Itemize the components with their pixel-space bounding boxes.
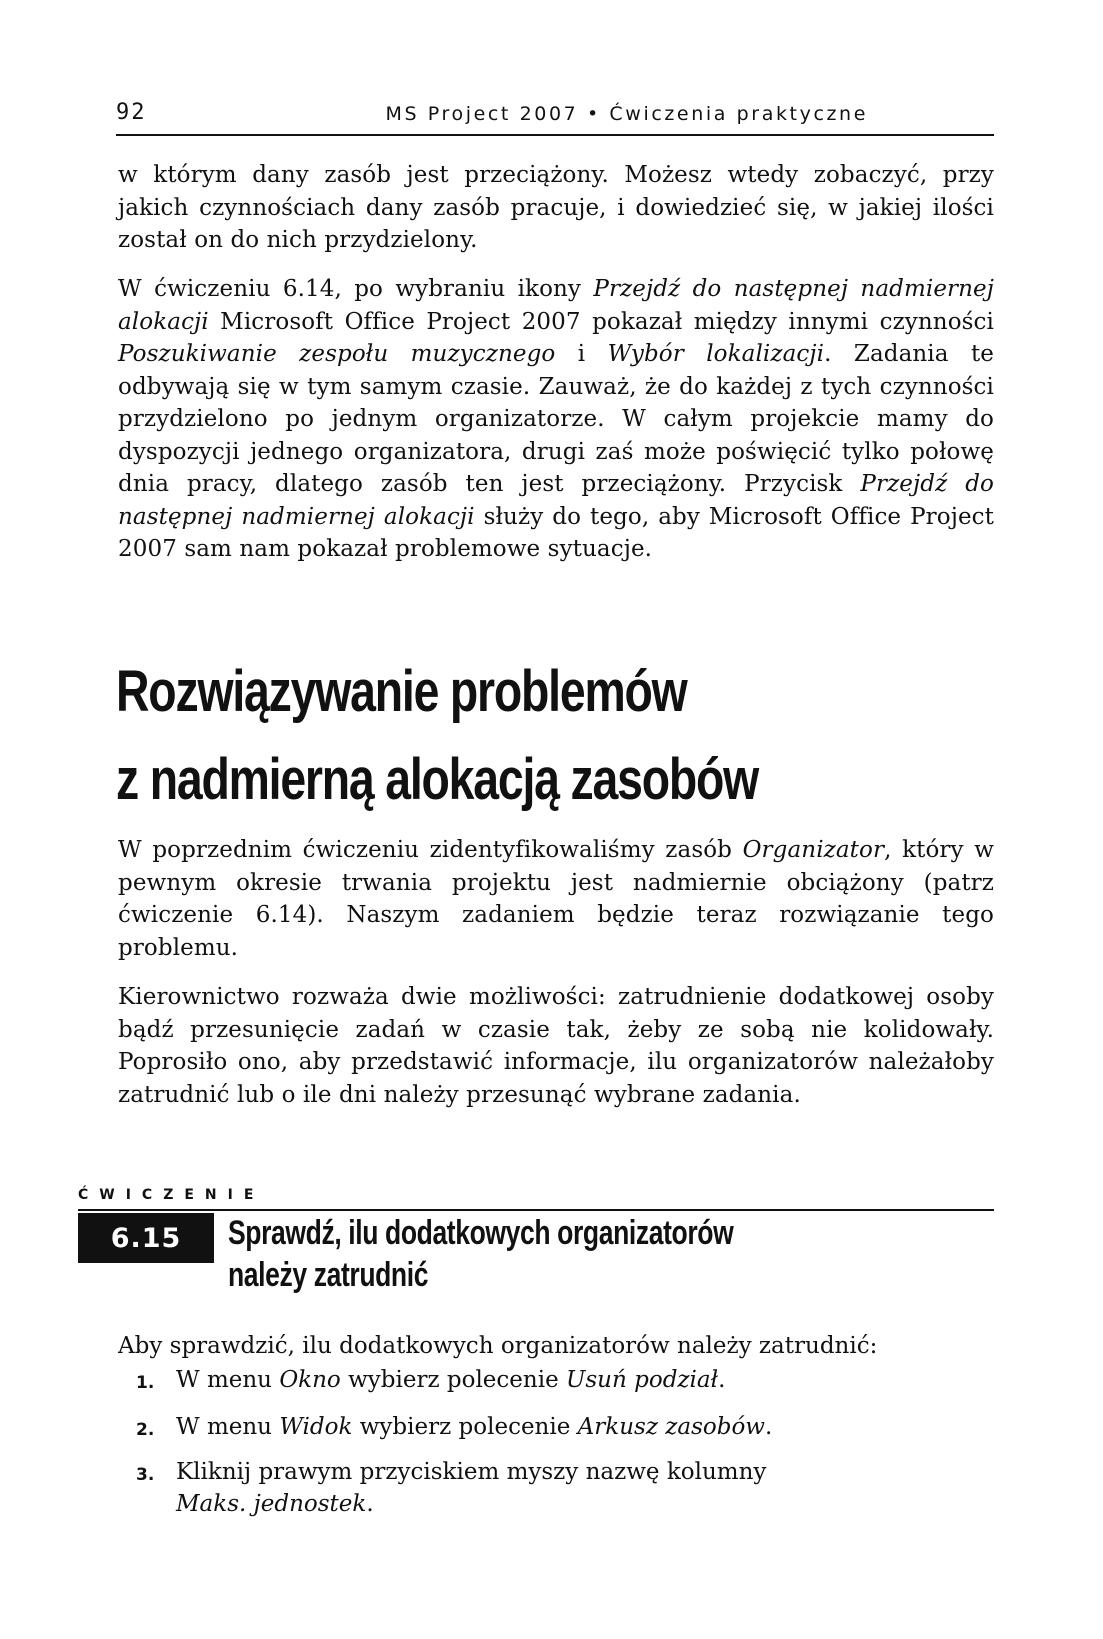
italic-term: Usuń podział [566, 1367, 719, 1393]
section-heading [116, 648, 996, 824]
step-text-line [176, 1488, 996, 1520]
text-run: . [366, 1491, 374, 1517]
italic-term: Organizator [742, 837, 885, 863]
step-text [176, 1456, 996, 1520]
exercise-divider [78, 1209, 994, 1211]
italic-term: Maks. jednostek [176, 1491, 367, 1517]
text-run: . [764, 1414, 773, 1440]
text-run: W poprzednim ćwiczeniu zidentyfikowaliśmy zasób [118, 837, 743, 863]
step-number: 2. [136, 1420, 155, 1440]
text-run: , który w pewnym okresie trwania projektu jest nadmiernie obciążony (patrz ćwiczenie 6.14). Naszym zadaniem będzie teraz rozwiązanie tego problemu. [118, 837, 994, 961]
italic-term: Przejdź do następnej nadmiernej alokacji [118, 276, 994, 335]
text-run: W menu [176, 1414, 280, 1440]
text-run: Microsoft Office Project 2007 pokazał między innymi czynności [208, 308, 994, 335]
text-run: . Zadania te odbywają się w tym samym czasie. Zauważ, że do każdej z tych czynności przydzielono po jednym organizatorze. W całym projekcie mamy do dyspozycji jednego organizatora, drugi zaś może poświęcić tylko połowę dnia pracy, dlatego zasób ten jest przeciążony. Przycisk [118, 341, 995, 497]
running-header [116, 100, 994, 136]
paragraph: Kierownictwo rozważa dwie możliwości: zatrudnienie dodatkowej osoby bądź przesunięcie zadań w czasie tak, żeby ze sobą nie kolidowały. Poprosiło ono, aby przedstawić informacje, ilu organizatorów należałoby zatrudnić lub o ile dni należy przesunąć wybrane zadania. [118, 984, 994, 1108]
text-run: służy do tego, aby Microsoft Office Project 2007 sam nam pokazał problemowe sytuacje. [118, 503, 994, 562]
section-heading-line: z nadmierną alokacją zasobów [116, 747, 759, 812]
paragraph [118, 273, 994, 566]
step-number: 1. [136, 1373, 155, 1393]
book-title: MS Project 2007 • Ćwiczenia praktyczne [385, 103, 868, 125]
exercise-title [228, 1212, 930, 1296]
italic-term: Arkusz zasobów [577, 1414, 765, 1440]
italic-term: Okno [279, 1367, 341, 1393]
section-heading-line: Rozwiązywanie problemów [116, 659, 687, 724]
italic-term: Widok [279, 1414, 353, 1440]
page-number: 92 [116, 100, 147, 125]
text-run: W menu [176, 1367, 280, 1393]
step-text [176, 1411, 996, 1443]
step-text [176, 1364, 996, 1396]
text-run: wybierz polecenie [352, 1414, 578, 1440]
text-run: . [718, 1367, 726, 1393]
paragraph: w którym dany zasób jest przeciążony. Możesz wtedy zobaczyć, przy jakich czynnościach dany zasób pracuje, i dowiedzieć się, w jakiej ilości został on do nich przydzielony. [118, 162, 994, 253]
step-number: 3. [136, 1465, 155, 1485]
exercise-title-line: należy zatrudnić [228, 1256, 429, 1294]
exercise-intro: Aby sprawdzić, ilu dodatkowych organizatorów należy zatrudnić: [118, 1333, 878, 1359]
text-run: wybierz polecenie [340, 1367, 566, 1393]
exercise-label: ĆWICZENIE [78, 1187, 265, 1203]
exercise-number: 6.15 [78, 1213, 214, 1263]
text-run: W ćwiczeniu 6.14, po wybraniu ikony [118, 276, 594, 302]
italic-term: Poszukiwanie zespołu muzycznego [118, 341, 556, 367]
italic-term: Wybór lokalizacji [607, 341, 825, 367]
text-run: i [555, 341, 608, 367]
italic-term: Przejdź do następnej nadmiernej alokacji [118, 471, 994, 530]
exercise-title-line: Sprawdź, ilu dodatkowych organizatorów [228, 1214, 734, 1252]
text-run: Kliknij prawym przyciskiem myszy nazwę kolumny [176, 1459, 767, 1485]
paragraph [118, 834, 994, 964]
